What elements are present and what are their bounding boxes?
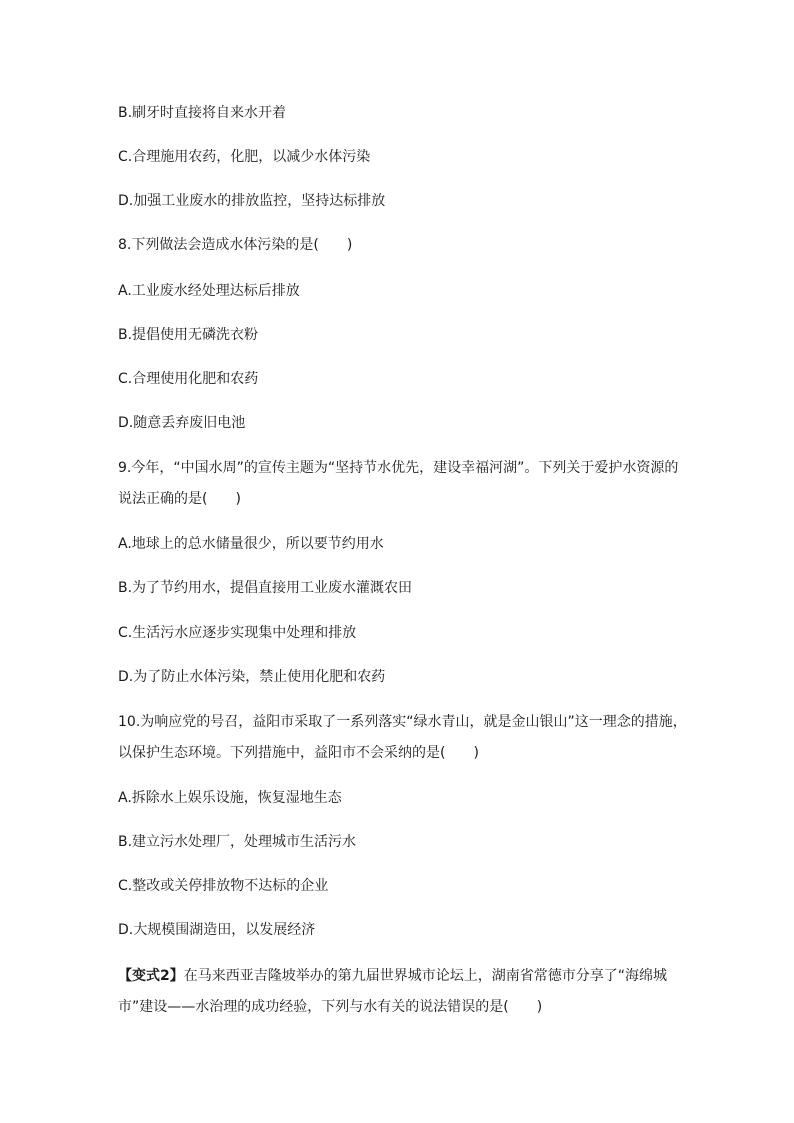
option-a-q10: A.拆除水上娱乐设施，恢复湿地生态 [118, 790, 342, 806]
option-c-q8: C.合理使用化肥和农药 [118, 371, 259, 387]
option-c-q10: C.整改或关停排放物不达标的企业 [118, 878, 329, 894]
option-d-q10: D.大规模围湖造田，以发展经济 [118, 922, 316, 938]
option-a-q8: A.工业废水经处理达标后排放 [118, 283, 300, 299]
question-8: 8.下列做法会造成水体污染的是( ) [118, 237, 353, 253]
option-c-q9: C.生活污水应逐步实现集中处理和排放 [118, 625, 357, 641]
question-9-line1: 9.今年，“中国水周”的宣传主题为“坚持节水优先，建设幸福河湖”。下列关于爱护水资源的 [118, 460, 679, 476]
option-d-q8: D.随意丢弃废旧电池 [118, 415, 246, 431]
variant-2-text: 在马来西亚吉隆坡举办的第九届世界城市论坛上，湖南省常德市分享了“海绵城 [183, 968, 668, 984]
option-b-q10: B.建立污水处理厂，处理城市生活污水 [118, 834, 357, 850]
question-9-line2: 说法正确的是( ) [118, 491, 241, 507]
variant-2-tag: 【变式2】 [118, 968, 184, 984]
option-d-q7: D.加强工业废水的排放监控，坚持达标排放 [118, 193, 386, 209]
option-d-q9: D.为了防止水体污染，禁止使用化肥和农药 [118, 669, 386, 685]
variant-2-line1 [118, 966, 667, 986]
option-b-q7: B.刷牙时直接将自来水开着 [118, 105, 287, 121]
option-b-q8: B.提倡使用无磷洗衣粉 [118, 327, 259, 343]
question-10-line1: 10.为响应党的号召，益阳市采取了一系列落实“绿水青山，就是金山银山”这一理念的措施， [118, 714, 687, 730]
variant-2-line2: 市”建设——水治理的成功经验，下列与水有关的说法错误的是( ) [118, 999, 543, 1015]
option-a-q9: A.地球上的总水储量很少，所以要节约用水 [118, 536, 384, 552]
option-b-q9: B.为了节约用水，提倡直接用工业废水灌溉农田 [118, 580, 413, 596]
question-10-line2: 以保护生态环境。下列措施中，益阳市不会采纳的是( ) [118, 745, 479, 761]
option-c-q7: C.合理施用农药，化肥，以减少水体污染 [118, 149, 371, 165]
